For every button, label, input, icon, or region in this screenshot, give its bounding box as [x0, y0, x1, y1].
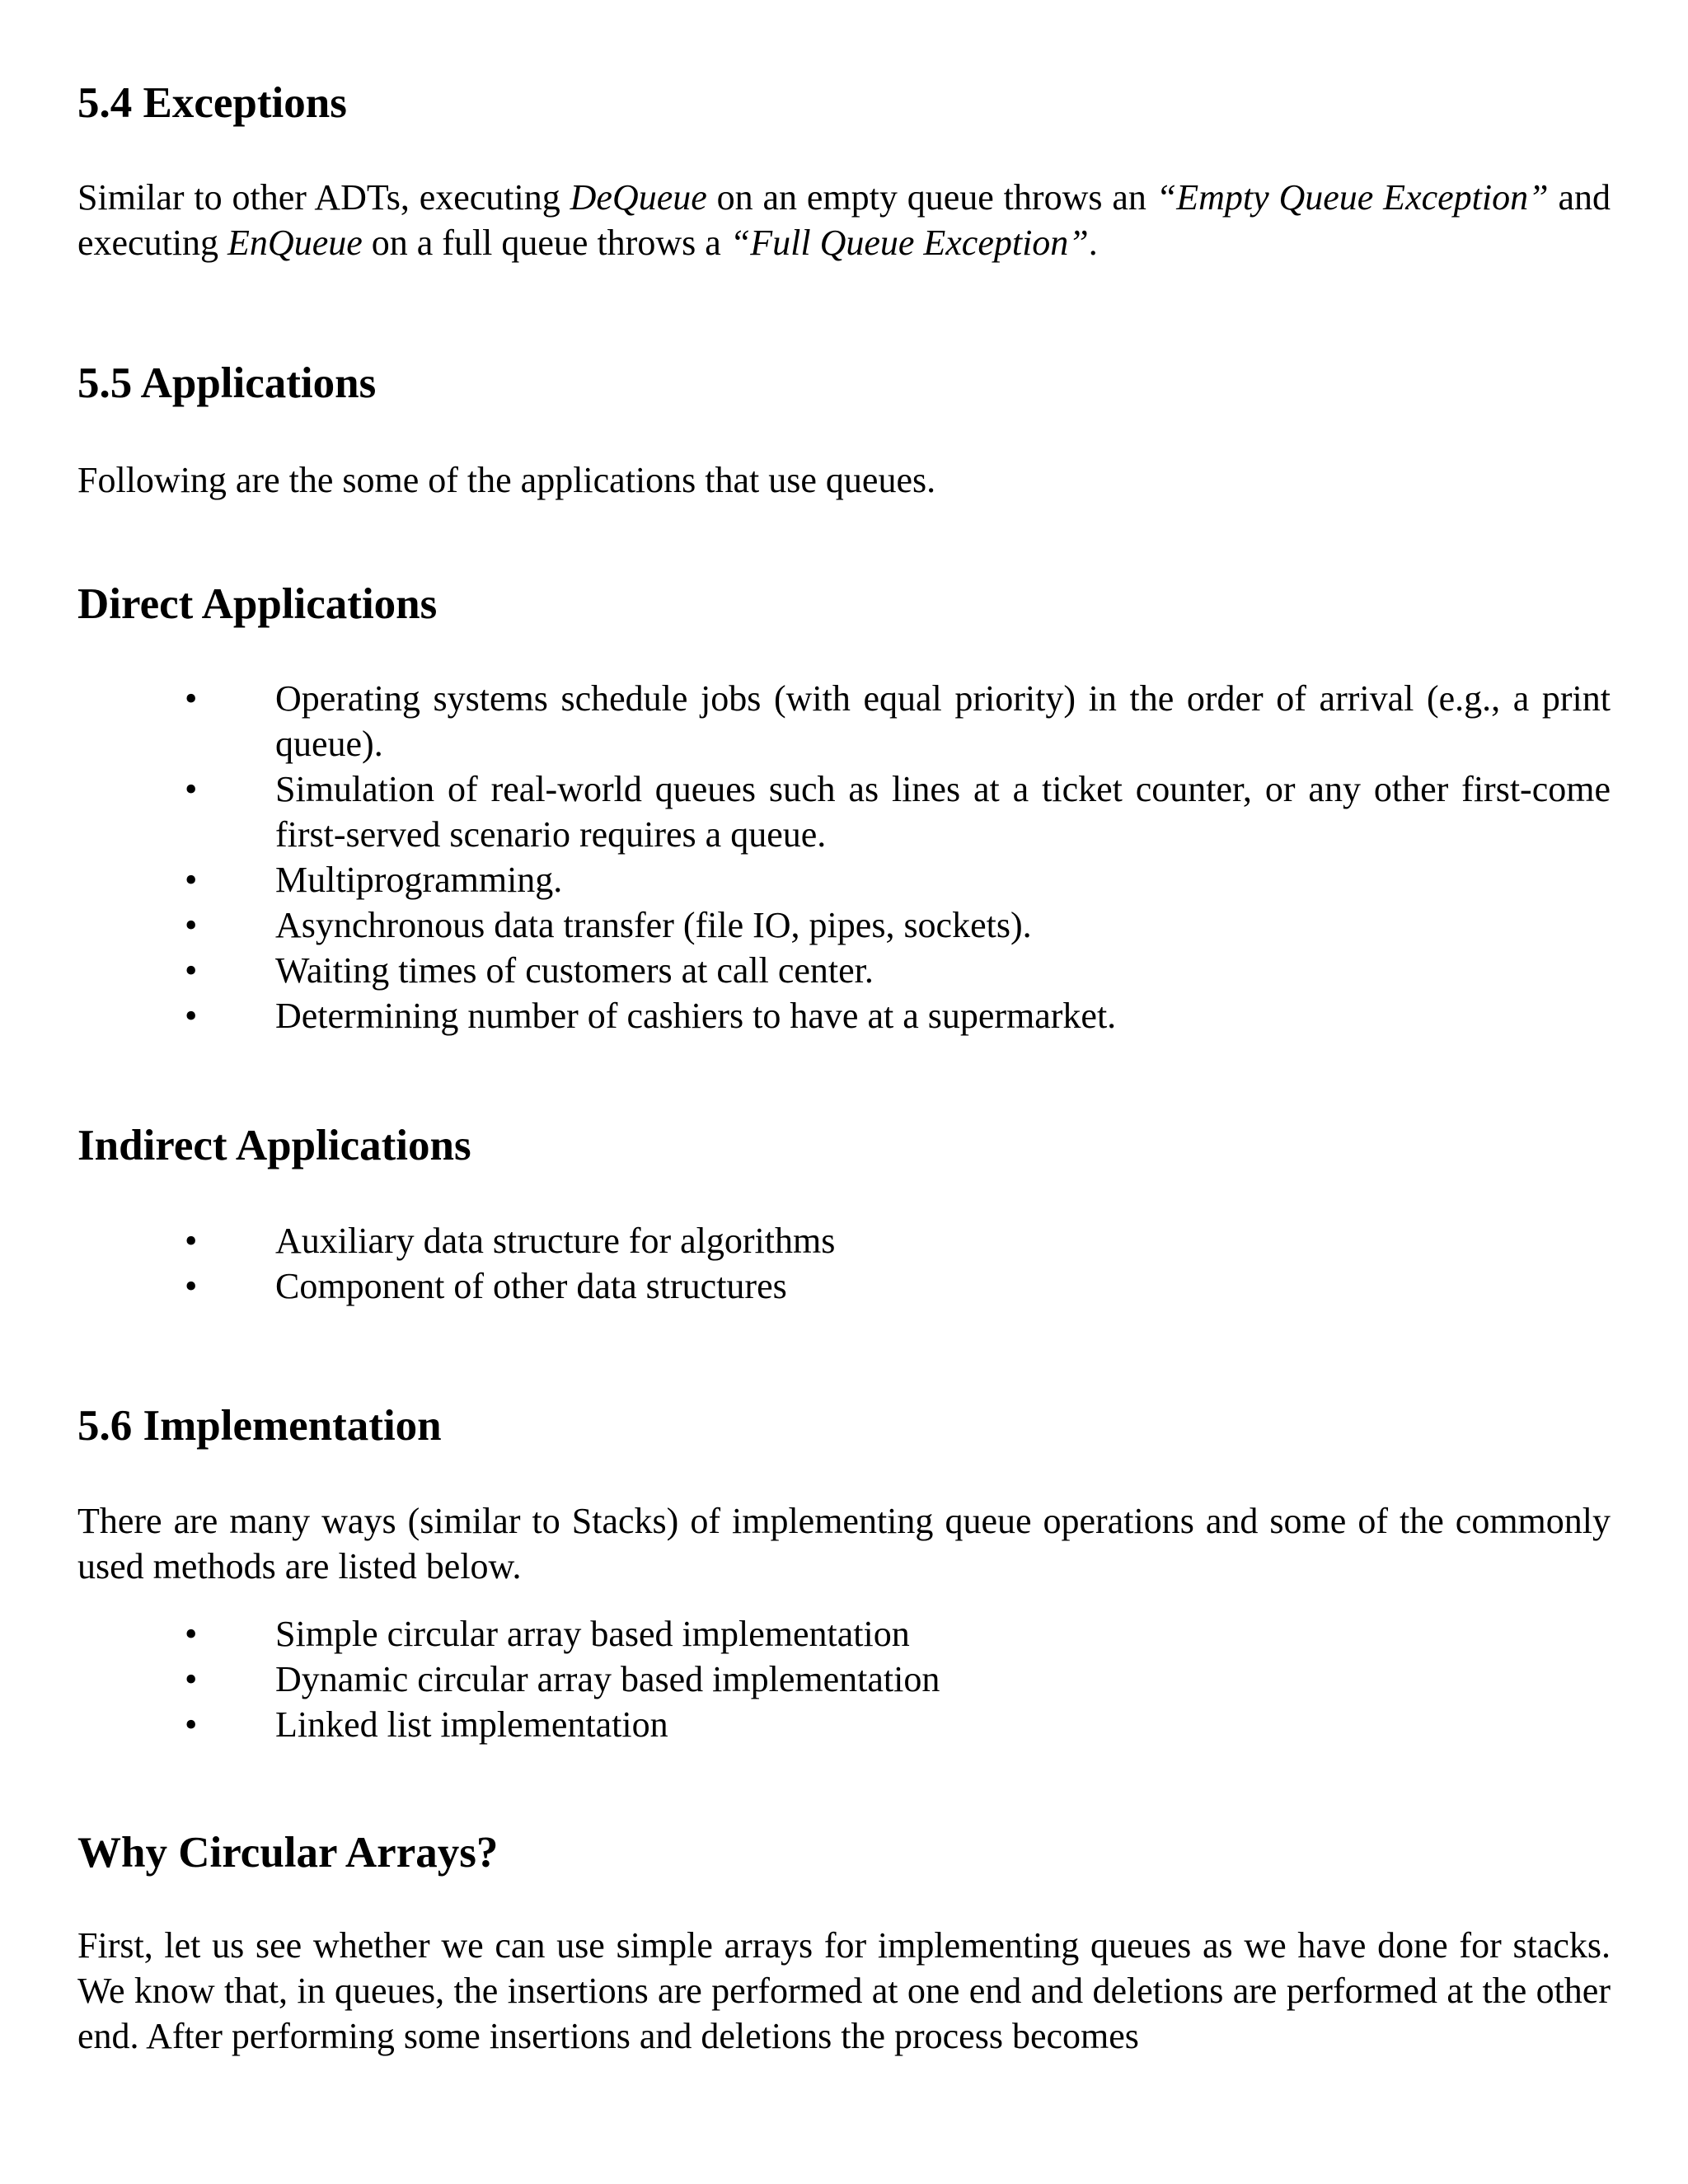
section-heading-implementation: 5.6 Implementation [77, 1402, 442, 1450]
bullet-icon: • [185, 1659, 198, 1699]
list-item [77, 1702, 1611, 1747]
list-item-text: Asynchronous data transfer (file IO, pipes, sockets). [275, 905, 1032, 945]
subsection-heading-why-circular-arrays: Why Circular Arrays? [77, 1829, 499, 1877]
list-item-text: Operating systems schedule jobs (with equal priority) in the order of arrival (e.g., a print queue). [275, 678, 1611, 764]
list-item [77, 1218, 1611, 1263]
empty-queue-exception-term: “Empty Queue Exception” [1156, 177, 1549, 218]
subsection-heading-indirect-applications: Indirect Applications [77, 1122, 471, 1169]
exceptions-text-5: . [1088, 223, 1098, 263]
list-item-text: Determining number of cashiers to have at a supermarket. [275, 996, 1117, 1036]
full-queue-exception-term: “Full Queue Exception” [729, 223, 1089, 263]
subsection-heading-direct-applications: Direct Applications [77, 580, 438, 628]
bullet-icon: • [185, 769, 198, 809]
bullet-icon: • [185, 950, 198, 991]
list-item-text: Multiprogramming. [275, 860, 563, 900]
applications-intro: Following are the some of the applications that use queues. [77, 460, 936, 500]
implementation-methods-list [77, 1611, 1611, 1747]
list-item [77, 857, 1611, 902]
list-item [77, 766, 1611, 857]
exceptions-text-2: on an empty queue throws an [706, 177, 1156, 218]
indirect-applications-list [77, 1218, 1611, 1309]
list-item-text: Dynamic circular array based implementation [275, 1659, 940, 1699]
exceptions-text-3: and executing [77, 177, 1611, 263]
bullet-icon: • [185, 1221, 198, 1261]
list-item [77, 1263, 1611, 1309]
circular-arrays-paragraph: First, let us see whether we can use simple arrays for implementing queues as we have done for stacks. We know that, in queues, the insertions are performed at one end and deletions are performed at the other end. After performing some insertions and deletions the process becomes [77, 1925, 1611, 2056]
implementation-intro: There are many ways (similar to Stacks) of implementing queue operations and some of the commonly used methods are listed below. [77, 1501, 1611, 1586]
bullet-icon: • [185, 678, 198, 719]
dequeue-term: DeQueue [570, 177, 707, 218]
list-item [77, 993, 1611, 1038]
bullet-icon: • [185, 905, 198, 945]
bullet-icon: • [185, 1704, 198, 1745]
exceptions-paragraph [77, 175, 1611, 265]
bullet-icon: • [185, 860, 198, 900]
list-item-text: Waiting times of customers at call center. [275, 950, 874, 991]
bullet-icon: • [185, 1266, 198, 1306]
list-item [77, 902, 1611, 948]
bullet-icon: • [185, 996, 198, 1036]
exceptions-text-4: on a full queue throws a [362, 223, 730, 263]
list-item-text: Simple circular array based implementation [275, 1614, 910, 1654]
section-heading-applications: 5.5 Applications [77, 359, 377, 407]
list-item [77, 948, 1611, 993]
list-item [77, 1611, 1611, 1657]
bullet-icon: • [185, 1614, 198, 1654]
list-item-text: Simulation of real-world queues such as lines at a ticket counter, or any other first-come first-served scenario requires a queue. [275, 769, 1611, 855]
list-item-text: Linked list implementation [275, 1704, 668, 1745]
list-item-text: Auxiliary data structure for algorithms [275, 1221, 836, 1261]
list-item [77, 1657, 1611, 1702]
list-item-text: Component of other data structures [275, 1266, 787, 1306]
list-item [77, 676, 1611, 766]
enqueue-term: EnQueue [227, 223, 363, 263]
section-heading-exceptions: 5.4 Exceptions [77, 79, 347, 127]
exceptions-text-1: Similar to other ADTs, executing [77, 177, 570, 218]
direct-applications-list [77, 676, 1611, 1038]
